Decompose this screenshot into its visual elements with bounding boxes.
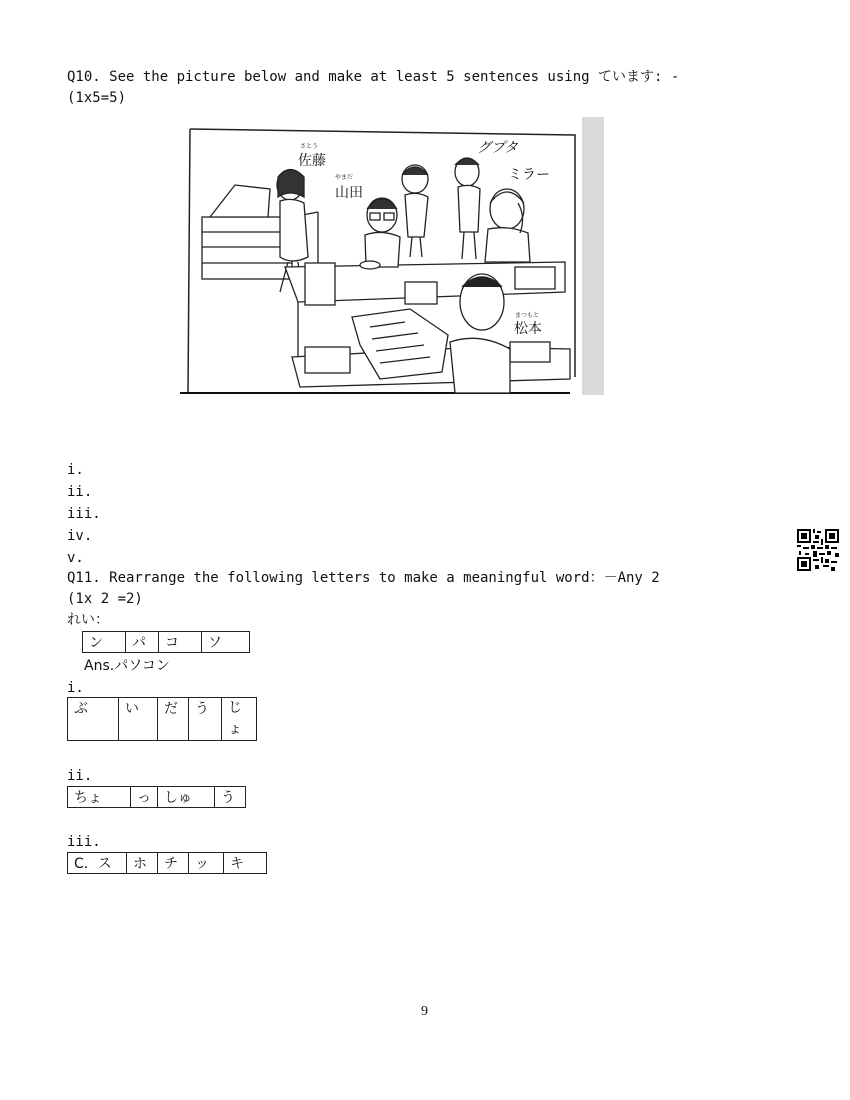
letter-cell: う [215, 787, 246, 808]
letter-cell: ッ [189, 853, 224, 874]
sato-furigana: さとう [300, 143, 319, 150]
answer-line: i. [67, 462, 84, 478]
letter-cell: っ [131, 787, 158, 808]
letter-cell: だ [158, 698, 189, 741]
office-scene-illustration [180, 117, 604, 395]
answer-line: v. [67, 550, 84, 566]
q11-instruction: Q11. Rearrange the following letters to make a meaningful word：－Any 2 [67, 570, 660, 586]
matsumoto-label: 松本 [514, 321, 542, 337]
answer-line: iii. [67, 506, 101, 522]
gupta-label: グプタ [477, 140, 519, 156]
q10-heading [67, 67, 679, 109]
puzzle-letter-grid [67, 786, 246, 808]
puzzle-label: i. [67, 680, 84, 696]
yamada-label: 山田 [335, 185, 363, 201]
q11-heading [67, 568, 660, 610]
letter-cell: キ [224, 853, 267, 874]
letter-cell: ソ [202, 632, 250, 653]
puzzle-letter-grid [67, 852, 267, 874]
letter-cell: パ [126, 632, 159, 653]
matsumoto-furigana: まつもと [515, 312, 540, 319]
example-letter-grid [82, 631, 250, 653]
letter-cell: う [189, 698, 222, 741]
q10-instruction: Q10. See the picture below and make at least 5 sentences using ています: - [67, 69, 680, 85]
letter-cell: ちょ [68, 787, 131, 808]
puzzle-label: ii. [67, 768, 93, 784]
letter-cell: コ [159, 632, 202, 653]
letter-cell: じょ [222, 698, 257, 741]
answer-line: ii. [67, 484, 93, 500]
yamada-furigana: やまだ [335, 174, 354, 181]
letter-cell: ぶ [68, 698, 119, 741]
letter-cell: い [119, 698, 158, 741]
answer-line: iv. [67, 528, 93, 544]
miller-label: ミラー [508, 167, 550, 183]
q10-marks: (1x5=5) [67, 90, 127, 106]
answer-lines [67, 459, 101, 569]
puzzle-letter-grid [67, 697, 257, 741]
letter-cell: ホ [127, 853, 158, 874]
example-answer: Ans.パソコン [84, 658, 170, 674]
letter-cell: C．ス [68, 853, 127, 874]
letter-cell: しゅ [158, 787, 215, 808]
puzzle-label: iii. [67, 834, 101, 850]
sato-label: 佐藤 [298, 153, 326, 169]
q11-marks: (1x 2 =2) [67, 591, 143, 607]
letter-cell: チ [158, 853, 189, 874]
example-label: れい： [67, 612, 109, 628]
letter-cell: ン [83, 632, 126, 653]
qr-code-icon [797, 529, 839, 571]
page-number: 9 [421, 1004, 428, 1019]
